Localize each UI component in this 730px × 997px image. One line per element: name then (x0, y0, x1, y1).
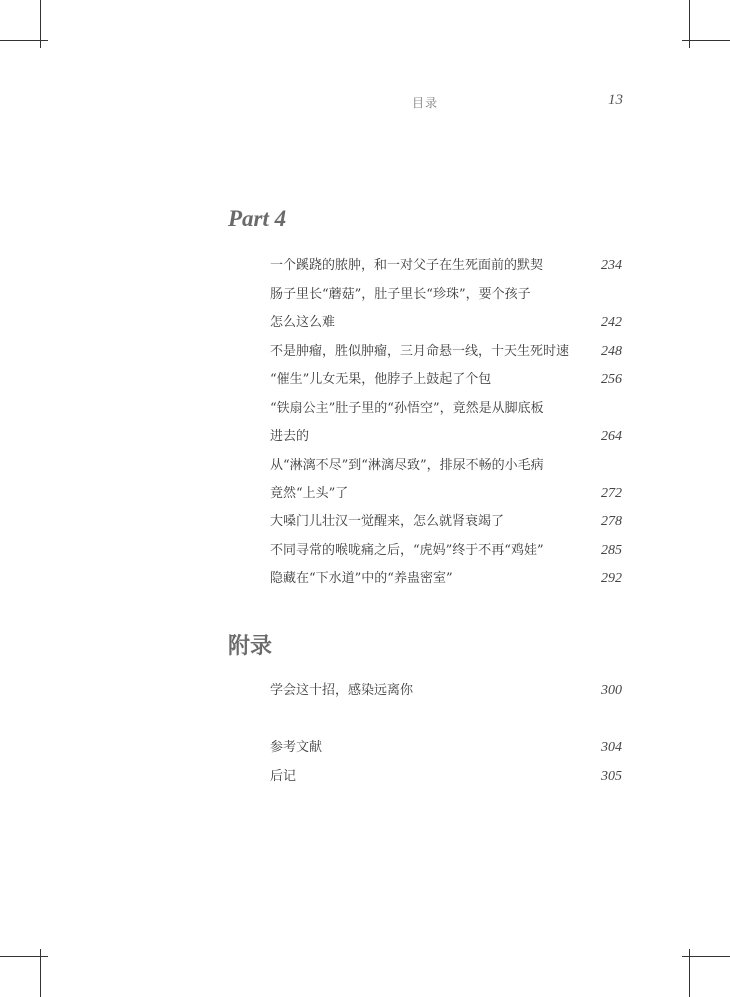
toc-entry-page: 264 (601, 429, 622, 444)
toc-entry-title: 怎么这么难 (270, 315, 336, 330)
toc-entry[interactable] (270, 255, 622, 277)
toc-entry-page: 305 (601, 769, 622, 784)
toc-entry-page: 248 (601, 344, 622, 359)
toc-entry-page: 278 (601, 514, 622, 529)
toc-entry[interactable] (270, 680, 622, 702)
toc-entry-title: 学会这十招，感染远离你 (270, 683, 414, 698)
toc-entry-page: 304 (601, 740, 622, 755)
toc-entry[interactable] (270, 369, 622, 391)
toc-entry[interactable] (270, 284, 622, 306)
part-heading: Part 4 (228, 206, 287, 231)
toc-entry[interactable] (270, 511, 622, 533)
toc-entry-page: 234 (601, 258, 622, 273)
page-number: 13 (608, 92, 623, 108)
appendix-heading: 附录 (228, 633, 273, 659)
toc-entry-title: “铁扇公主”肚子里的“孙悟空”，竟然是从脚底板 (270, 401, 544, 416)
toc-entry[interactable] (270, 455, 622, 477)
toc-entry-continuation[interactable] (270, 426, 622, 448)
toc-entry-title: 竟然“上头”了 (270, 486, 349, 501)
toc-entry-continuation[interactable] (270, 312, 622, 334)
toc-entry[interactable] (270, 540, 622, 562)
toc-entry[interactable] (270, 398, 622, 420)
toc-entry-title: 参考文献 (270, 740, 323, 755)
toc-entry-title: 从“淋漓不尽”到“淋漓尽致”，排尿不畅的小毛病 (270, 458, 544, 473)
toc-entry-page: 242 (601, 315, 622, 330)
toc-entry-page: 256 (601, 372, 622, 387)
toc-entry-title: 大嗓门儿壮汉一觉醒来，怎么就肾衰竭了 (270, 514, 505, 529)
toc-entry-title: 不同寻常的喉咙痛之后，“虎妈”终于不再“鸡娃” (270, 543, 544, 558)
toc-entry-page: 292 (601, 571, 622, 586)
toc-entry-title: 进去的 (270, 429, 310, 444)
toc-entry-page: 272 (601, 486, 622, 501)
toc-entry[interactable] (270, 766, 622, 788)
toc-entry-title: 一个蹊跷的脓肿，和一对父子在生死面前的默契 (270, 258, 544, 273)
toc-entry[interactable] (270, 568, 622, 590)
toc-entry-title: 隐藏在“下水道”中的“养蛊密室” (270, 571, 453, 586)
toc-entry[interactable] (270, 341, 622, 363)
toc-entry-title: “催生”儿女无果，他脖子上鼓起了个包 (270, 372, 492, 387)
toc-entry-page: 300 (601, 683, 622, 698)
toc-entry[interactable] (270, 737, 622, 759)
running-header-title: 目录 (412, 96, 439, 110)
toc-entry-title: 不是肿瘤，胜似肿瘤，三月命悬一线，十天生死时速 (270, 344, 570, 359)
toc-entry-continuation[interactable] (270, 483, 622, 505)
toc-entry-title: 肠子里长“蘑菇”，肚子里长“珍珠”，要个孩子 (270, 287, 531, 302)
toc-entry-page: 285 (601, 543, 622, 558)
toc-entry-title: 后记 (270, 769, 297, 784)
